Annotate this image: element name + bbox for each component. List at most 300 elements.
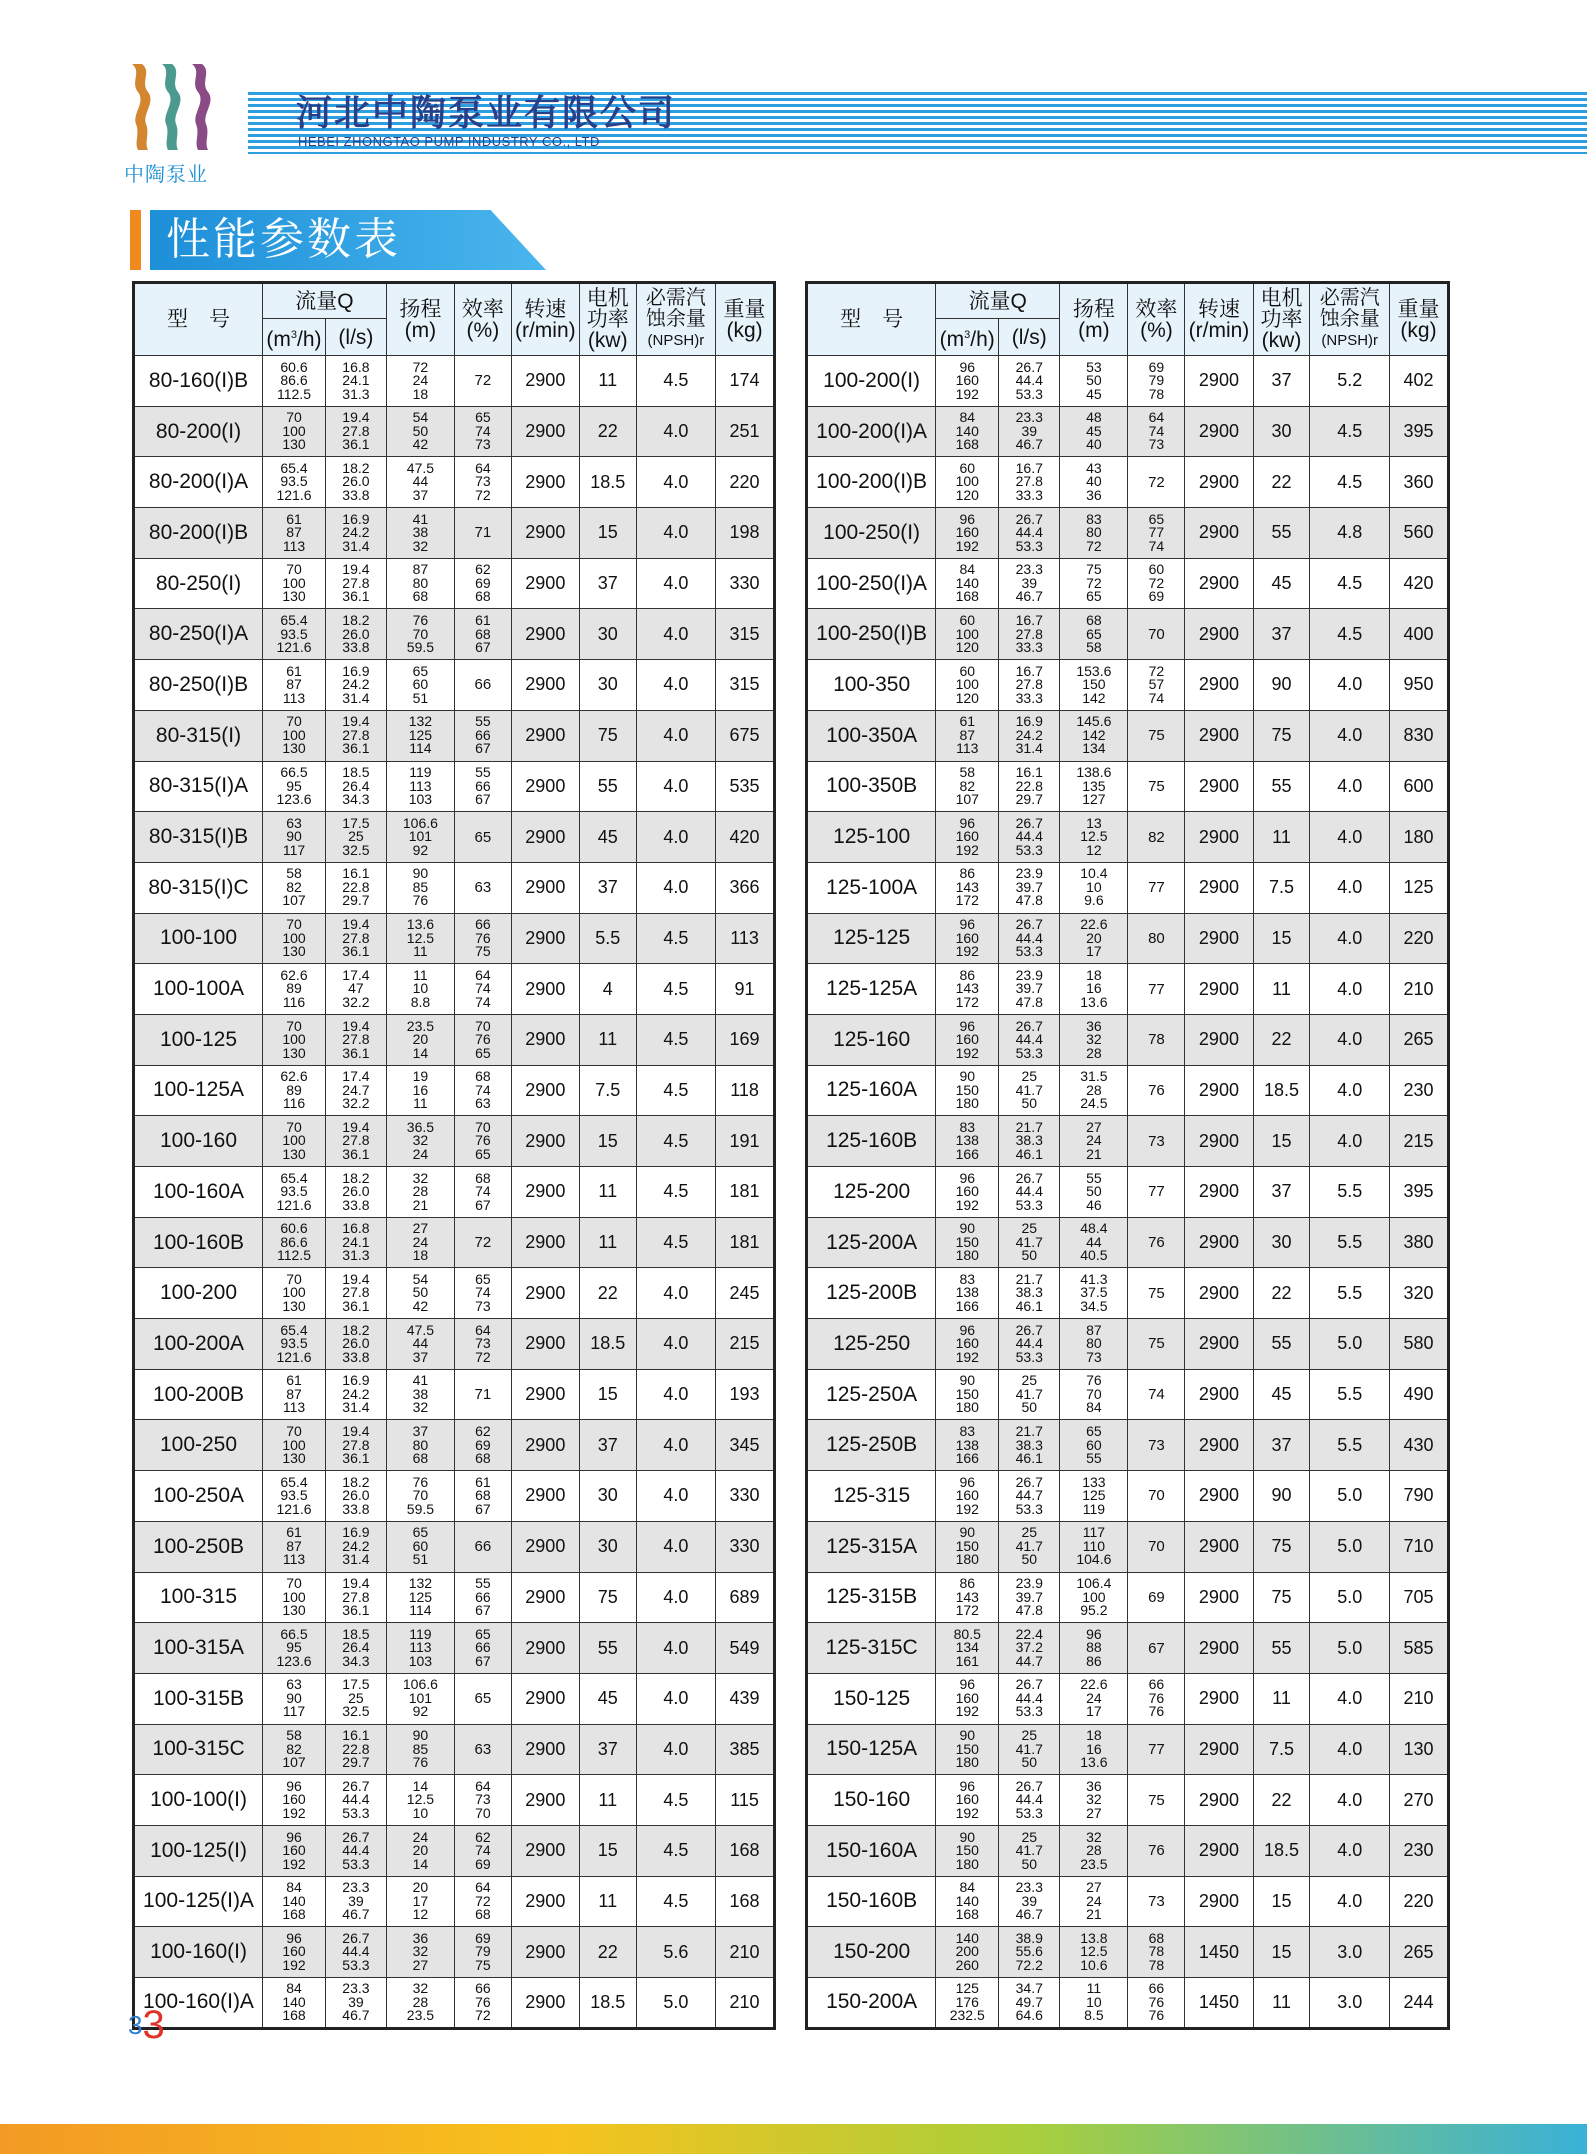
cell-head-value: 103 <box>408 1652 433 1669</box>
cell-flow-ls-value: 26.7 <box>1015 1676 1043 1693</box>
cell-head-value: 54 <box>412 1270 429 1287</box>
cell-flow-ls-value: 26.4 <box>342 777 370 794</box>
cell-flow-m3h-value: 168 <box>955 588 979 605</box>
cell-flow-ls <box>325 1572 386 1623</box>
cell-weight: 115 <box>716 1775 775 1826</box>
cell-flow-ls-value: 18.2 <box>342 1321 370 1338</box>
cell-flow-m3h-value: 107 <box>955 791 979 808</box>
cell-model: 100-125A <box>134 1065 263 1116</box>
cell-head-value: 21 <box>1086 1145 1102 1162</box>
cell-head <box>1060 1319 1128 1370</box>
cell-efficiency-value: 75 <box>475 1956 491 1973</box>
table-row <box>134 406 775 457</box>
cell-flow-ls-value: 53.3 <box>1015 1044 1043 1061</box>
table-row <box>134 1471 775 1522</box>
cell-efficiency: 70 <box>1128 1521 1185 1572</box>
cell-flow-m3h-value: 138 <box>955 1284 979 1301</box>
cell-weight: 360 <box>1390 457 1449 508</box>
cell-head-value: 41 <box>412 1372 429 1389</box>
cell-head <box>386 913 454 964</box>
cell-head-value: 60 <box>1086 1436 1102 1453</box>
cell-flow-m3h-value: 130 <box>282 1450 306 1467</box>
cell-model: 125-315A <box>807 1521 936 1572</box>
cell-power: 22 <box>1253 457 1310 508</box>
cell-head-value: 65 <box>412 1524 429 1541</box>
cell-flow-m3h-value: 84 <box>959 561 976 578</box>
cell-efficiency-value: 62 <box>475 1423 491 1440</box>
cell-head <box>386 1217 454 1268</box>
cell-flow-ls-value: 26.0 <box>342 1487 370 1504</box>
cell-speed: 2900 <box>1185 660 1253 711</box>
cell-head-value: 21 <box>412 1196 429 1213</box>
cell-flow-m3h-value: 95 <box>286 1639 302 1656</box>
cell-efficiency-value: 55 <box>475 764 491 781</box>
cell-head-value: 41.3 <box>1080 1270 1108 1287</box>
cell-flow-m3h-value: 100 <box>282 1031 306 1048</box>
cell-flow-m3h-value: 150 <box>955 1842 979 1859</box>
cell-flow-m3h-value: 123.6 <box>276 1652 312 1669</box>
cell-head <box>1060 1420 1128 1471</box>
table-row <box>807 1775 1449 1826</box>
cell-flow-m3h-value: 100 <box>282 726 306 743</box>
cell-flow-ls-value: 18.2 <box>342 459 370 476</box>
cell-flow-m3h-value: 96 <box>959 358 976 375</box>
cell-head-value: 106.6 <box>402 814 438 831</box>
cell-flow-ls-value: 33.3 <box>1015 486 1043 503</box>
cell-head-value: 42 <box>412 1297 429 1314</box>
cell-head-value: 10.4 <box>1080 865 1108 882</box>
cell-npsh: 4.0 <box>1310 761 1390 812</box>
cell-flow-m3h-value: 96 <box>959 916 976 933</box>
cell-flow-ls-value: 25 <box>348 1689 364 1706</box>
cell-flow-m3h-value: 161 <box>955 1652 979 1669</box>
cell-head-value: 60 <box>412 1537 429 1554</box>
cell-flow-ls <box>999 1825 1060 1876</box>
cell-efficiency-value: 68 <box>475 1450 491 1467</box>
cell-head <box>1060 1014 1128 1065</box>
cell-flow-m3h-value: 63 <box>286 1676 302 1693</box>
cell-efficiency-value: 74 <box>1148 537 1165 554</box>
cell-flow-ls <box>325 609 386 660</box>
cell-power: 55 <box>579 761 636 812</box>
cell-flow-m3h-value: 84 <box>959 1879 976 1896</box>
cell-head <box>1060 761 1128 812</box>
cell-flow-ls-value: 39 <box>1021 1892 1038 1909</box>
cell-flow-ls-value: 31.4 <box>342 537 370 554</box>
cell-speed: 2900 <box>511 1268 579 1319</box>
header-flow-ls: (l/s) <box>999 319 1060 356</box>
cell-weight: 130 <box>1390 1724 1449 1775</box>
cell-flow-ls-value: 32.5 <box>342 841 370 858</box>
header-head <box>386 283 454 356</box>
cell-head-value: 8.8 <box>410 993 431 1010</box>
cell-power: 15 <box>1253 913 1310 964</box>
cell-flow-ls-value: 36.1 <box>342 1297 370 1314</box>
cell-head-value: 13 <box>1086 814 1102 831</box>
cell-weight: 366 <box>716 862 775 913</box>
cell-head-value: 11 <box>413 943 428 960</box>
cell-power: 45 <box>579 1673 636 1724</box>
cell-flow-m3h <box>263 1268 326 1319</box>
cell-power: 30 <box>579 1471 636 1522</box>
cell-weight: 330 <box>716 1521 775 1572</box>
cell-model: 150-160 <box>807 1775 936 1826</box>
cell-head-value: 21 <box>1086 1906 1102 1923</box>
cell-head-value: 16 <box>1086 1740 1102 1757</box>
table-row <box>134 1775 775 1826</box>
cell-weight: 91 <box>716 964 775 1015</box>
cell-head-value: 14 <box>412 1777 429 1794</box>
cell-speed: 2900 <box>511 1319 579 1370</box>
cell-npsh: 5.2 <box>1310 356 1390 407</box>
page-number <box>128 2005 165 2045</box>
cell-flow-m3h <box>936 1217 999 1268</box>
cell-flow-m3h-value: 160 <box>955 1791 979 1808</box>
cell-flow-ls <box>999 1623 1060 1674</box>
cell-flow-ls-value: 25 <box>1021 1372 1038 1389</box>
cell-model: 150-200 <box>807 1927 936 1978</box>
cell-npsh: 5.0 <box>1310 1471 1390 1522</box>
cell-flow-m3h-value: 172 <box>955 1602 979 1619</box>
cell-head-value: 100 <box>1082 1588 1106 1605</box>
cell-flow-ls-value: 44.4 <box>342 1791 370 1808</box>
cell-efficiency: 75 <box>1128 710 1185 761</box>
cell-efficiency-value: 62 <box>475 1828 491 1845</box>
cell-flow-m3h-value: 96 <box>959 1777 976 1794</box>
cell-power: 18.5 <box>579 457 636 508</box>
title-accent-bar <box>130 210 141 270</box>
cell-model: 100-250B <box>134 1521 263 1572</box>
table-row <box>134 1217 775 1268</box>
cell-power: 30 <box>579 609 636 660</box>
cell-flow-ls-value: 39.7 <box>1015 878 1043 895</box>
cell-flow-ls-value: 18.5 <box>342 1625 370 1642</box>
cell-npsh: 4.0 <box>636 660 715 711</box>
cell-efficiency-value: 76 <box>1148 1689 1165 1706</box>
cell-efficiency: 72 <box>1128 457 1185 508</box>
cell-efficiency-value: 64 <box>475 1321 491 1338</box>
page-number-prefix: 3 <box>128 2010 143 2040</box>
cell-power: 22 <box>579 1268 636 1319</box>
cell-efficiency: 75 <box>1128 1775 1185 1826</box>
cell-flow-m3h-value: 113 <box>282 537 306 554</box>
cell-model: 80-315(I) <box>134 710 263 761</box>
cell-model: 80-200(I)B <box>134 508 263 559</box>
cell-flow-ls-value: 17.4 <box>342 966 370 983</box>
cell-efficiency <box>1128 406 1185 457</box>
cell-flow-ls-value: 17.5 <box>342 814 370 831</box>
cell-efficiency: 75 <box>1128 761 1185 812</box>
cell-flow-ls-value: 29.7 <box>1015 791 1043 808</box>
logo-caption: 中陶泵业 <box>124 164 208 186</box>
cell-flow-ls-value: 21.7 <box>1015 1118 1043 1135</box>
cell-flow-m3h-value: 60.6 <box>280 358 308 375</box>
cell-power: 15 <box>579 1369 636 1420</box>
cell-power: 18.5 <box>1253 1065 1310 1116</box>
cell-flow-m3h-value: 90 <box>959 1727 976 1744</box>
cell-head-value: 114 <box>409 1602 432 1619</box>
cell-head-value: 65 <box>412 662 429 679</box>
cell-speed: 2900 <box>1185 406 1253 457</box>
cell-speed: 2900 <box>1185 1825 1253 1876</box>
cell-flow-m3h <box>263 761 326 812</box>
cell-head-value: 20 <box>412 1879 429 1896</box>
cell-speed: 2900 <box>511 812 579 863</box>
cell-flow-ls <box>325 1471 386 1522</box>
cell-flow-m3h-value: 58 <box>286 1727 302 1744</box>
cell-head-value: 55 <box>1086 1450 1102 1467</box>
cell-power: 45 <box>1253 558 1310 609</box>
company-name-cn: 河北中陶泵业有限公司 <box>296 92 677 133</box>
cell-npsh: 4.0 <box>1310 1775 1390 1826</box>
cell-head <box>386 1521 454 1572</box>
cell-flow-ls <box>325 1014 386 1065</box>
cell-efficiency-value: 57 <box>1148 676 1165 693</box>
cell-power: 75 <box>579 1572 636 1623</box>
cell-flow-ls-value: 27.8 <box>342 1031 370 1048</box>
header-weight <box>716 283 775 356</box>
cell-efficiency-value: 68 <box>475 588 491 605</box>
cell-flow-m3h <box>263 1876 326 1927</box>
cell-model: 100-250A <box>134 1471 263 1522</box>
cell-efficiency <box>1128 1978 1185 2029</box>
cell-flow-m3h-value: 70 <box>286 916 302 933</box>
cell-efficiency-value: 66 <box>475 726 491 743</box>
cell-flow-m3h-value: 96 <box>286 1929 302 1946</box>
header-head-unit: (m) <box>404 318 437 342</box>
cell-power: 7.5 <box>1253 862 1310 913</box>
cell-flow-m3h <box>936 356 999 407</box>
cell-weight: 439 <box>716 1673 775 1724</box>
cell-flow-ls-value: 16.9 <box>342 662 370 679</box>
cell-flow-ls-value: 24.7 <box>342 1081 370 1098</box>
cell-head-value: 28 <box>412 1183 429 1200</box>
cell-head-value: 12.5 <box>406 929 435 946</box>
cell-flow-ls-value: 19.4 <box>342 1423 370 1440</box>
cell-efficiency <box>454 1167 511 1218</box>
cell-flow-ls-value: 50 <box>1021 1095 1038 1112</box>
cell-head-value: 34.5 <box>1080 1297 1108 1314</box>
cell-model: 125-160 <box>807 1014 936 1065</box>
cell-flow-m3h-value: 90 <box>959 1068 976 1085</box>
table-row <box>807 1369 1449 1420</box>
cell-efficiency-value: 64 <box>475 459 491 476</box>
cell-efficiency <box>454 558 511 609</box>
cell-speed: 2900 <box>1185 457 1253 508</box>
cell-speed: 2900 <box>511 1978 579 2029</box>
cell-flow-m3h <box>263 356 326 407</box>
cell-flow-m3h-value: 121.6 <box>276 1500 312 1517</box>
table-row <box>134 1927 775 1978</box>
cell-flow-ls <box>325 761 386 812</box>
cell-head-value: 18 <box>412 385 429 402</box>
table-row <box>807 1521 1449 1572</box>
cell-flow-ls-value: 19.4 <box>342 1270 370 1287</box>
table-row <box>134 1876 775 1927</box>
cell-speed: 2900 <box>511 1471 579 1522</box>
cell-power: 11 <box>1253 1978 1310 2029</box>
cell-npsh: 5.0 <box>1310 1623 1390 1674</box>
cell-flow-ls-value: 29.7 <box>342 1754 370 1771</box>
cell-weight: 420 <box>716 812 775 863</box>
cell-head <box>386 1724 454 1775</box>
cell-head-value: 17 <box>1086 943 1102 960</box>
cell-head <box>1060 1673 1128 1724</box>
table-row <box>807 964 1449 1015</box>
cell-speed: 2900 <box>511 457 579 508</box>
cell-flow-ls <box>325 660 386 711</box>
cell-flow-m3h-value: 140 <box>955 574 979 591</box>
cell-power: 11 <box>579 1876 636 1927</box>
cell-flow-m3h-value: 70 <box>286 1423 302 1440</box>
cell-model: 125-250A <box>807 1369 936 1420</box>
cell-flow-ls-value: 23.3 <box>342 1879 370 1896</box>
cell-speed: 2900 <box>511 761 579 812</box>
cell-efficiency-value: 74 <box>475 422 491 439</box>
cell-weight: 830 <box>1390 710 1449 761</box>
cell-speed: 2900 <box>511 1724 579 1775</box>
cell-head-value: 50 <box>1086 372 1102 389</box>
cell-flow-m3h-value: 112.5 <box>276 385 311 402</box>
cell-efficiency-value: 72 <box>475 1348 491 1365</box>
cell-model: 100-160 <box>134 1116 263 1167</box>
cell-flow-ls-value: 47 <box>348 980 364 997</box>
cell-efficiency-value: 69 <box>1148 588 1165 605</box>
cell-flow-ls-value: 27.8 <box>342 726 370 743</box>
table-row <box>134 1825 775 1876</box>
cell-head-value: 106.4 <box>1076 1575 1112 1592</box>
header-efficiency-label: 效率 <box>1135 297 1178 321</box>
cell-efficiency <box>1128 558 1185 609</box>
cell-head <box>1060 1623 1128 1674</box>
table-row <box>134 1369 775 1420</box>
cell-flow-m3h-value: 96 <box>286 1777 302 1794</box>
cell-head-value: 20 <box>412 1031 429 1048</box>
cell-head-value: 125 <box>408 1588 433 1605</box>
cell-speed: 2900 <box>1185 1167 1253 1218</box>
cell-flow-ls-value: 32.5 <box>342 1703 370 1720</box>
cell-flow-ls <box>325 1825 386 1876</box>
cell-head <box>1060 812 1128 863</box>
header-efficiency <box>454 283 511 356</box>
cell-head-value: 50 <box>412 422 429 439</box>
cell-head <box>386 1673 454 1724</box>
cell-efficiency-value: 67 <box>475 639 491 656</box>
cell-flow-ls-value: 41.7 <box>1015 1537 1043 1554</box>
cell-flow-m3h-value: 160 <box>955 1689 979 1706</box>
cell-efficiency-value: 65 <box>475 1270 491 1287</box>
cell-flow-m3h-value: 143 <box>955 980 979 997</box>
cell-npsh: 4.0 <box>1310 1673 1390 1724</box>
cell-power: 11 <box>579 1217 636 1268</box>
cell-flow-m3h-value: 70 <box>286 1017 302 1034</box>
header-speed-unit: (r/min) <box>1188 318 1250 342</box>
cell-power: 11 <box>1253 812 1310 863</box>
cell-flow-m3h-value: 180 <box>955 1247 979 1264</box>
cell-head-value: 51 <box>412 1551 429 1568</box>
cell-head <box>1060 1978 1128 2029</box>
header-flow-m3h-sup: 3 <box>964 328 971 341</box>
cell-flow-m3h-value: 83 <box>959 1118 976 1135</box>
cell-flow-m3h-value: 200 <box>955 1943 979 1960</box>
table-row <box>134 660 775 711</box>
cell-efficiency-value: 72 <box>475 2007 491 2024</box>
table-row <box>807 812 1449 863</box>
cell-speed: 2900 <box>1185 1673 1253 1724</box>
cell-head-value: 41 <box>412 510 429 527</box>
cell-head <box>1060 1521 1128 1572</box>
cell-flow-m3h <box>936 913 999 964</box>
header-efficiency <box>1128 283 1185 356</box>
cell-flow-ls-value: 39 <box>348 1993 364 2010</box>
cell-head <box>1060 660 1128 711</box>
cell-efficiency-value: 66 <box>1148 1676 1165 1693</box>
cell-flow-m3h-value: 61 <box>286 1524 302 1541</box>
table-row <box>807 406 1449 457</box>
cell-head-value: 36 <box>1086 1777 1102 1794</box>
cell-flow-ls-value: 72.2 <box>1015 1956 1043 1973</box>
cell-model: 100-200B <box>134 1369 263 1420</box>
cell-head <box>386 1014 454 1065</box>
cell-flow-ls <box>999 1116 1060 1167</box>
header-npsh <box>636 283 715 356</box>
cell-flow-ls <box>325 964 386 1015</box>
cell-head-value: 32 <box>412 537 429 554</box>
cell-model: 100-100A <box>134 964 263 1015</box>
cell-flow-m3h-value: 143 <box>955 1588 979 1605</box>
cell-flow-ls-value: 17.5 <box>342 1676 370 1693</box>
cell-flow-ls <box>999 1014 1060 1065</box>
cell-efficiency-value: 70 <box>475 1118 491 1135</box>
cell-head-value: 13.6 <box>406 916 435 933</box>
cell-head-value: 132 <box>408 713 433 730</box>
cell-efficiency-value: 78 <box>1148 1943 1165 1960</box>
spec-table-right <box>805 281 1450 2030</box>
cell-flow-m3h <box>263 1217 326 1268</box>
cell-head-value: 22.6 <box>1080 1676 1108 1693</box>
cell-head-value: 32 <box>412 1132 429 1149</box>
cell-efficiency-value: 74 <box>475 980 491 997</box>
cell-flow-m3h-value: 180 <box>955 1095 979 1112</box>
header-weight-label: 重量 <box>1397 297 1440 321</box>
header-speed-label: 转速 <box>1197 297 1240 321</box>
cell-head-value: 24 <box>1086 1689 1102 1706</box>
cell-flow-ls-value: 50 <box>1021 1855 1038 1872</box>
cell-flow-m3h-value: 100 <box>955 625 979 642</box>
cell-flow-m3h-value: 116 <box>282 993 306 1010</box>
cell-flow-ls-value: 26.7 <box>1015 358 1043 375</box>
cell-flow-m3h-value: 80.5 <box>953 1625 981 1642</box>
cell-head-value: 80 <box>1086 1335 1102 1352</box>
cell-power: 22 <box>579 406 636 457</box>
cell-flow-m3h-value: 140 <box>955 1929 979 1946</box>
cell-weight: 230 <box>1390 1825 1449 1876</box>
cell-weight: 210 <box>1390 964 1449 1015</box>
cell-efficiency-value: 76 <box>1148 2007 1165 2024</box>
cell-efficiency-value: 60 <box>1148 561 1165 578</box>
cell-head <box>386 964 454 1015</box>
cell-head-value: 103 <box>408 791 433 808</box>
cell-flow-m3h-value: 100 <box>282 1132 306 1149</box>
cell-head <box>1060 1572 1128 1623</box>
company-logo <box>122 62 218 186</box>
cell-speed: 1450 <box>1185 1978 1253 2029</box>
cell-head-value: 58 <box>1086 639 1102 656</box>
cell-efficiency-value: 69 <box>1148 358 1165 375</box>
cell-flow-ls-value: 31.3 <box>342 385 370 402</box>
cell-flow-m3h <box>263 1521 326 1572</box>
cell-model: 100-250 <box>134 1420 263 1471</box>
